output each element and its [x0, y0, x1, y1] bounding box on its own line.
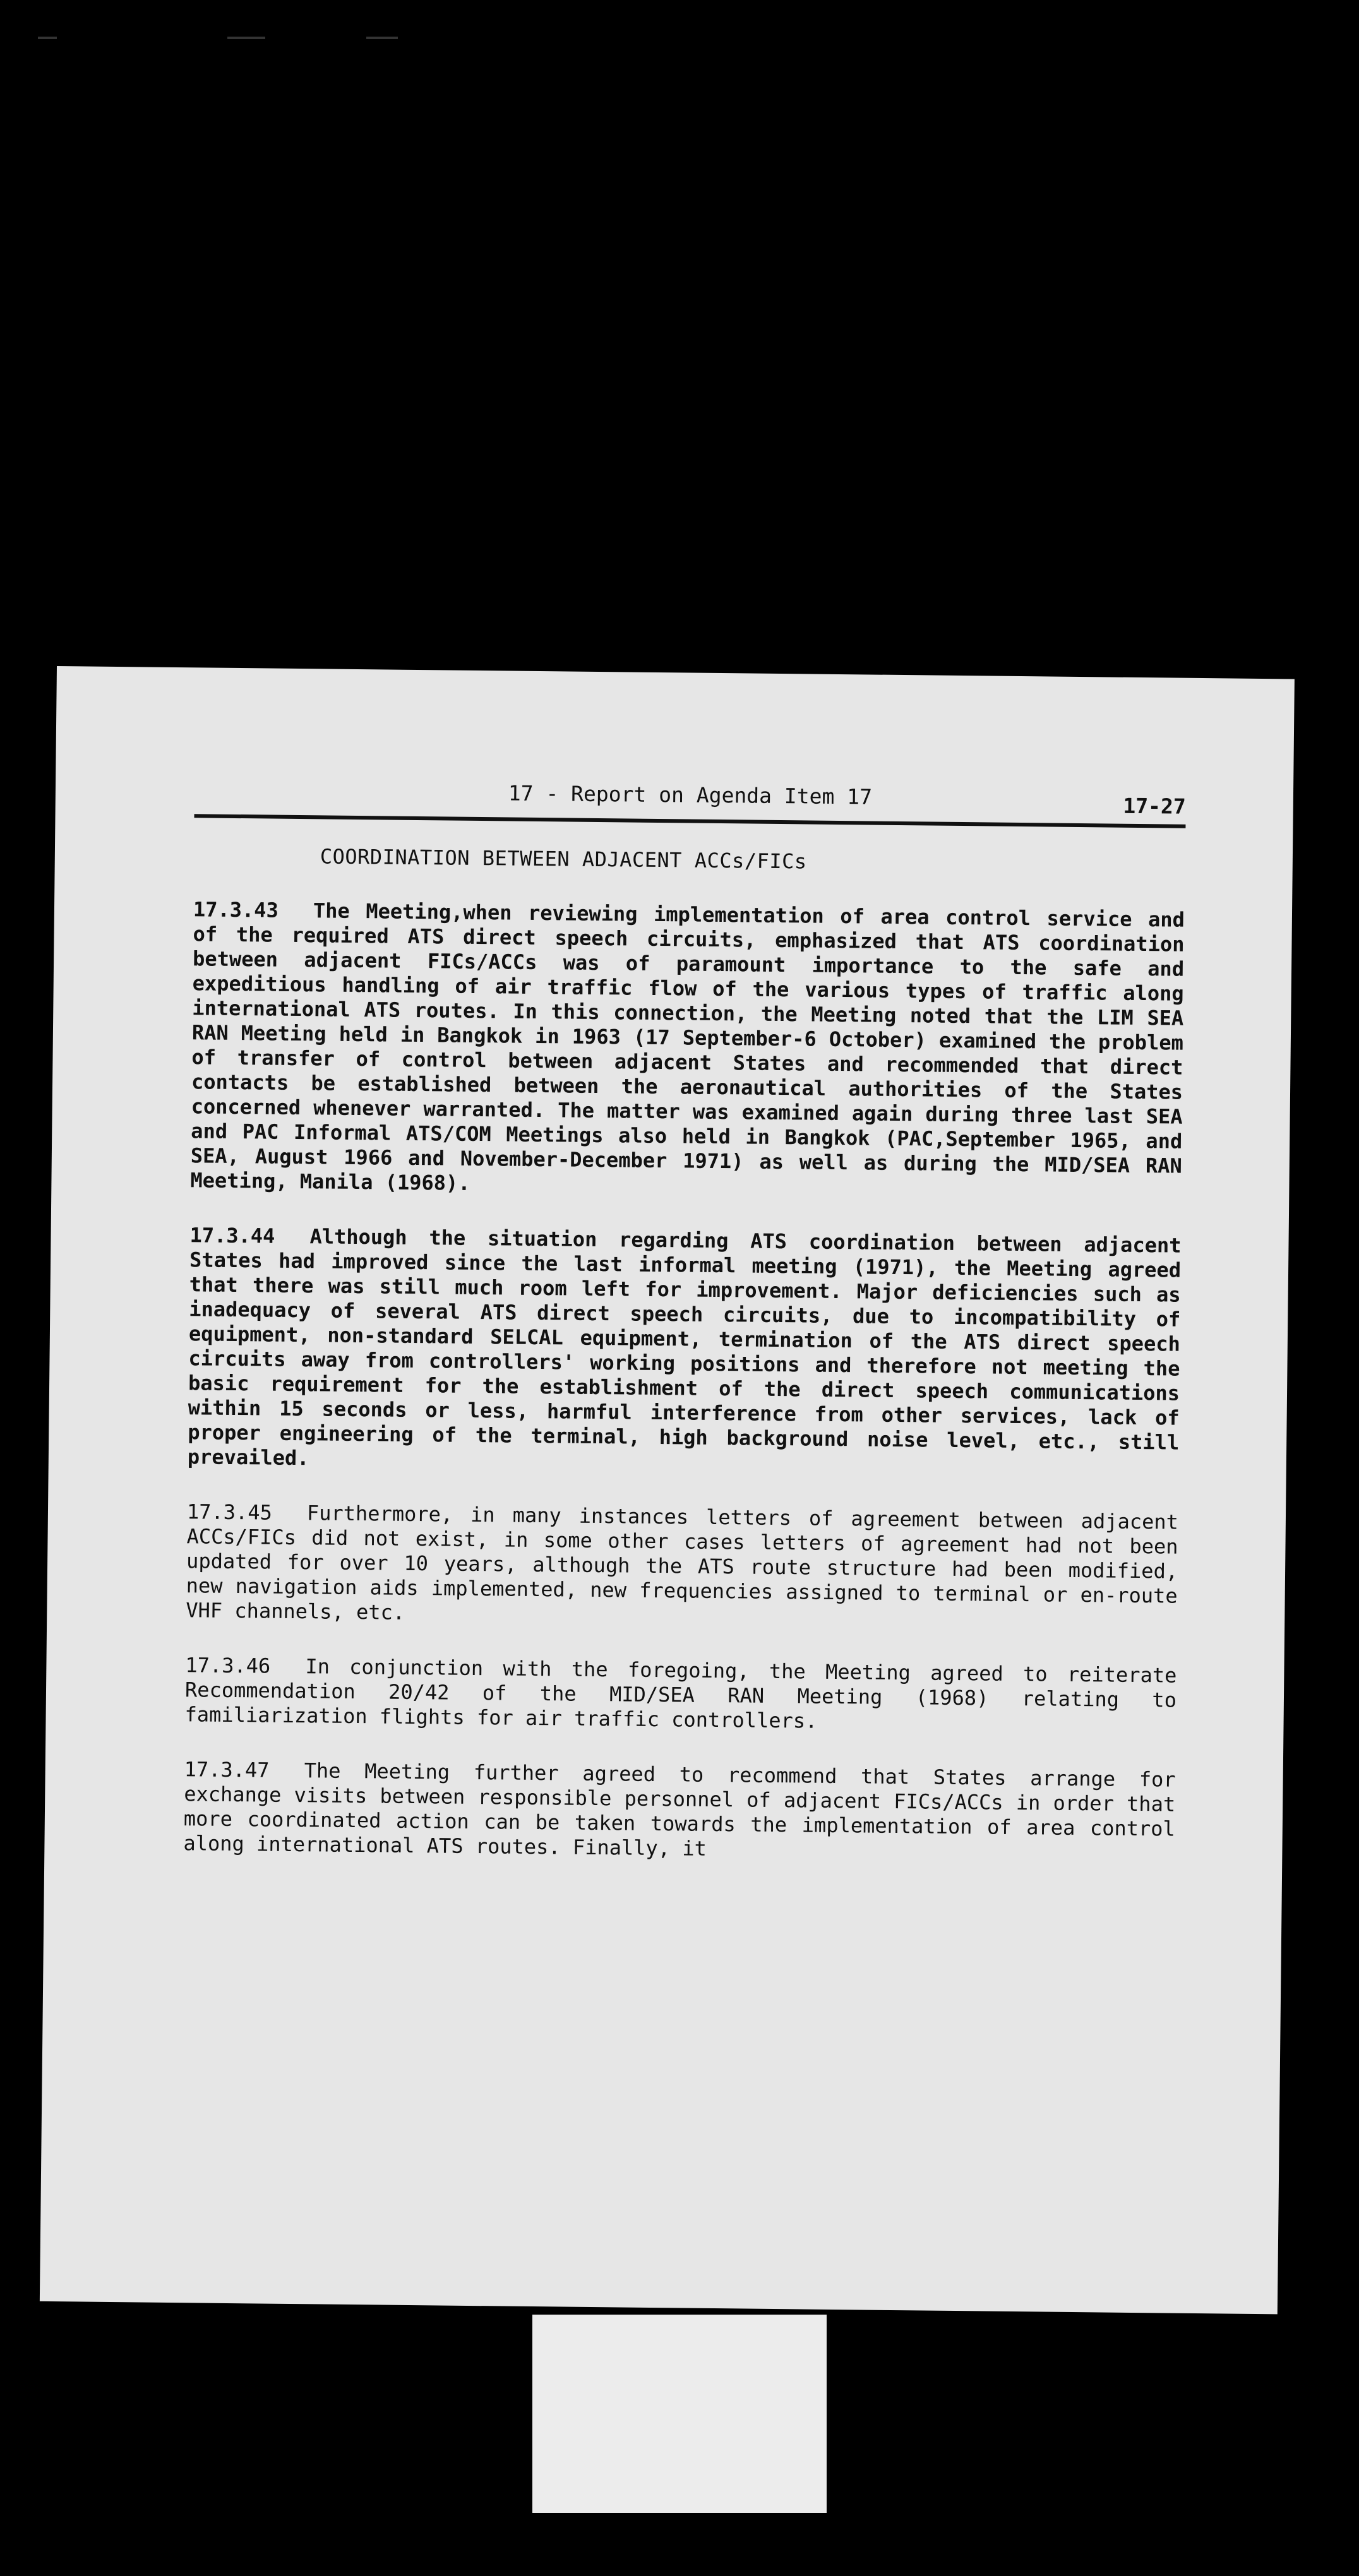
- paragraph-number: 17.3.44: [189, 1223, 275, 1248]
- paragraph-text: The Meeting further agreed to recommend that States arrange for exchange visits between responsible personnel of adjacent FICs/ACCs in order that more coordinated action can be taken towards the implementation of area control along international ATS routes. Finally, it: [183, 1758, 1176, 1861]
- document-page: [40, 666, 1295, 2314]
- header-title: 17 - Report on Agenda Item 17: [508, 780, 873, 809]
- scan-speck: [366, 37, 398, 39]
- paragraph-17-3-43: [190, 897, 1185, 1203]
- paragraph-text: The Meeting,when reviewing implementation of area control service and of the required ATS direct speech circuits, emphasized that ATS coordination between adjacent FICs/ACCs was of paramount importance to the safe and expeditious handling of air traffic flow of the various types of traffic along international ATS routes. In this connection, the Meeting noted that the LIM SEA RAN Meeting held in Bangkok in 1963 (17 September-6 October) examined the problem of transfer of control between adjacent States and recommended that direct contacts be established between the aeronautical authorities of the States concerned whenever warranted. The matter was examined again during three last SEA and PAC Informal ATS/COM Meetings also held in Bangkok (PAC,September 1965, and SEA, August 1966 and November-December 1971) as well as during the MID/SEA RAN Meeting, Manila (1968).: [190, 898, 1185, 1195]
- paragraph-17-3-46: [184, 1653, 1176, 1737]
- paragraph-17-3-45: [186, 1500, 1178, 1633]
- paragraph-number: 17.3.43: [193, 897, 279, 922]
- paragraph-number: 17.3.45: [186, 1500, 273, 1525]
- scan-speck: [227, 37, 265, 39]
- paragraph-17-3-47: [183, 1757, 1176, 1866]
- section-title: COORDINATION BETWEEN ADJACENT ACCs/FICs: [320, 844, 807, 874]
- page-number: 17-27: [1123, 793, 1186, 819]
- paragraph-text: In conjunction with the foregoing, the Meeting agreed to reiterate Recommendation 20/42 of the MID/SEA RAN Meeting (1968) relating to familiarization flights for air traffic controllers.: [184, 1654, 1177, 1733]
- paragraph-number: 17.3.47: [184, 1757, 270, 1782]
- paragraph-17-3-44: [188, 1223, 1182, 1479]
- scan-speck: [38, 37, 57, 39]
- page-header: [194, 775, 1186, 828]
- blank-card: [532, 2315, 827, 2513]
- paragraph-text: Furthermore, in many instances letters of agreement between adjacent ACCs/FICs did not exist, in some other cases letters of agreement had not been updated for over 10 years, although the ATS route structure had been modified, new navigation aids implemented, new frequencies assigned to terminal or en-route VHF channels, etc.: [186, 1501, 1179, 1625]
- paragraph-text: Although the situation regarding ATS coordination between adjacent States had improved since the last informal meeting (1971), the Meeting agreed that there was still much room left for improvement. Major deficiencies such as inadequacy of several ATS direct speech circuits, due to incompatibility of equipment, non-standard SELCAL equipment, termination of the ATS direct speech circuits away from controllers' working positions and therefore not meeting the basic requirement for the establishment of the direct speech communications within 15 seconds or less, harmful interference from other services, lack of proper engineering of the terminal, high background noise level, etc., still prevailed.: [187, 1224, 1182, 1470]
- paragraph-number: 17.3.46: [185, 1653, 271, 1678]
